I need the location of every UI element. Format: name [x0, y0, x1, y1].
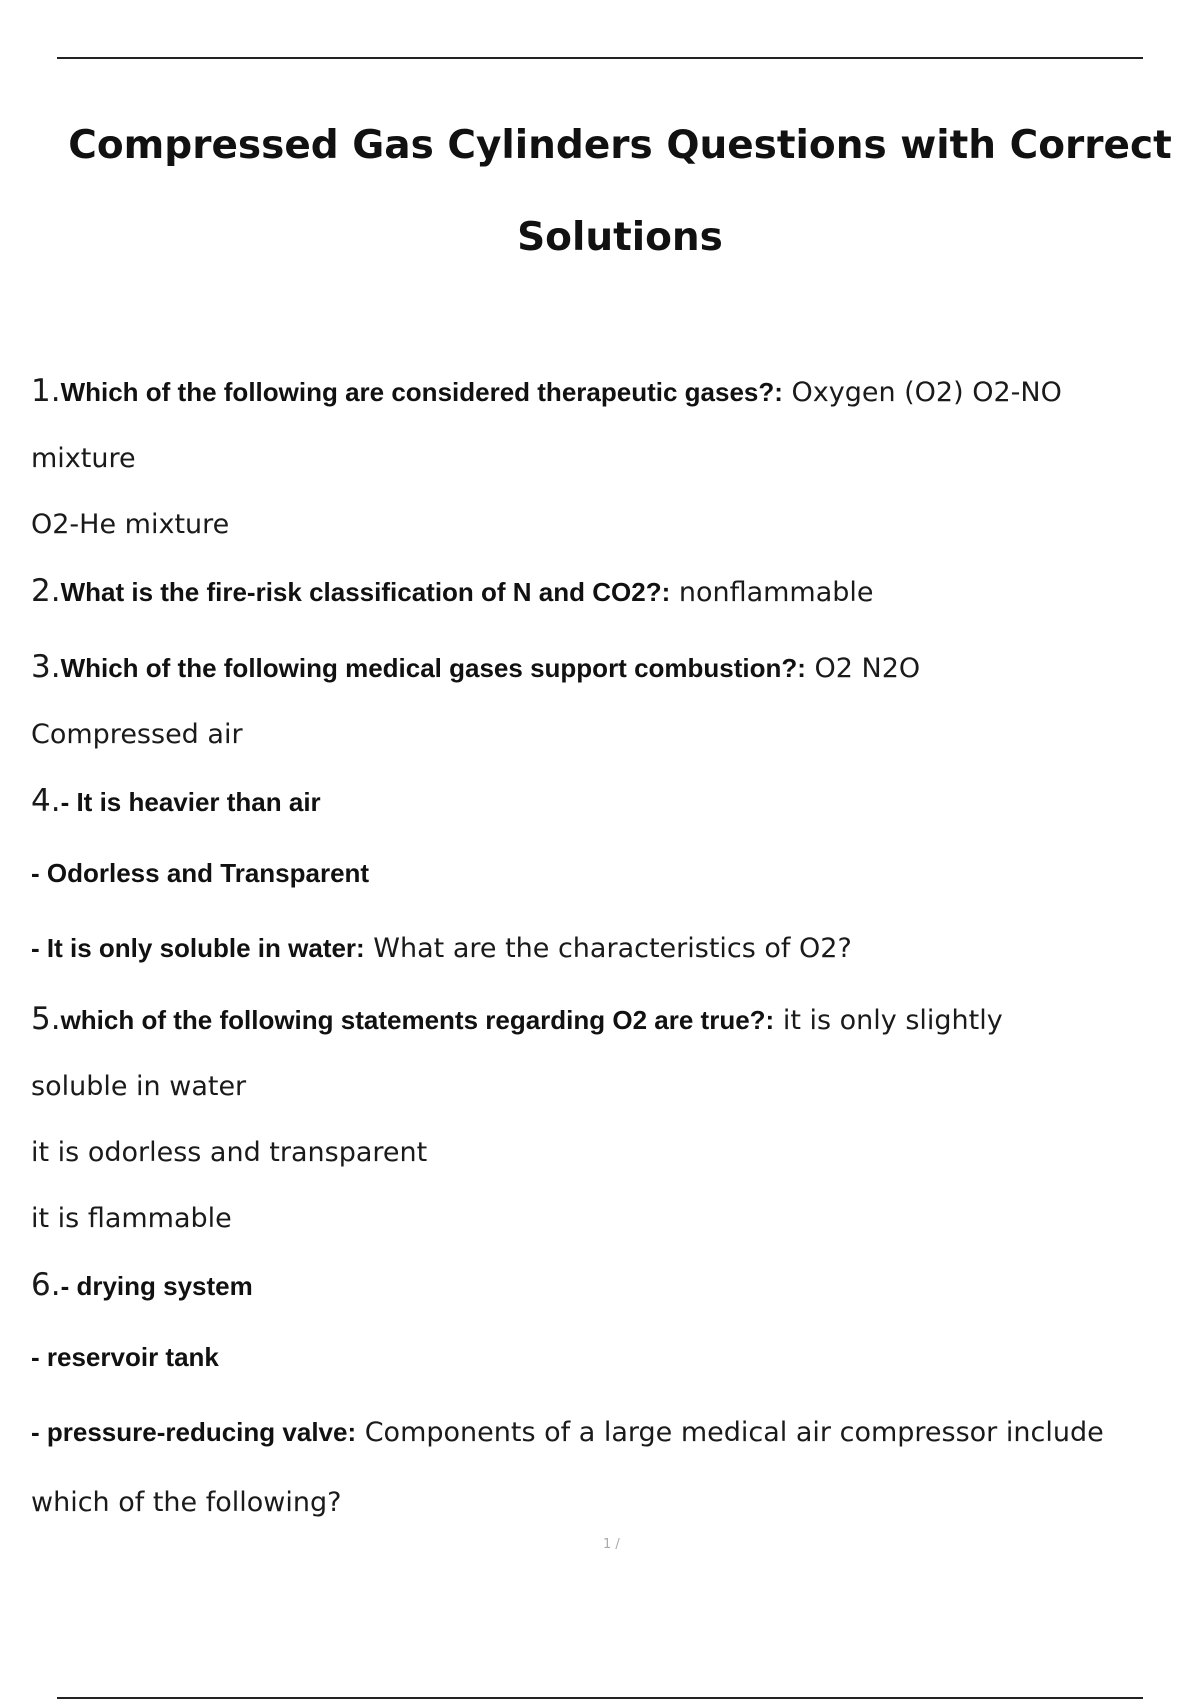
top-divider — [57, 57, 1143, 59]
answer-line: soluble in water — [31, 1071, 247, 1102]
question-list — [31, 358, 1181, 1536]
answer-text: What are the characteristics of O2? — [364, 933, 852, 964]
title-line-2: Solutions — [517, 215, 723, 260]
question-text: Which of the following are considered therapeutic gases?: — [60, 377, 783, 407]
question-continuation — [31, 911, 1181, 986]
page-number: 1 / — [603, 1537, 620, 1552]
question-continuation: - Odorless and Transparent — [31, 858, 370, 888]
question-text: which of the following statements regarding O2 are true?: — [60, 1005, 775, 1035]
answer-line: mixture — [31, 443, 136, 474]
question-line — [31, 1252, 1181, 1320]
question-number: 5. — [31, 1001, 61, 1037]
question-continuation — [31, 1395, 1181, 1470]
question-item — [31, 358, 1181, 558]
answer-text: O2 N2O — [805, 653, 921, 684]
answer-text: nonflammable — [670, 577, 874, 608]
question-number: 3. — [31, 649, 61, 685]
answer-text: it is only slightly — [774, 1005, 1003, 1036]
title-line-1: Compressed Gas Cylinders Questions with Correct — [68, 123, 1172, 168]
question-item — [31, 634, 1181, 768]
question-line — [31, 986, 1181, 1054]
question-line — [31, 768, 1181, 836]
question-line — [31, 634, 1181, 702]
answer-line: it is flammable — [31, 1203, 232, 1234]
question-continuation: - reservoir tank — [31, 1342, 219, 1372]
question-number: 6. — [31, 1267, 61, 1303]
question-continuation-text: - pressure-reducing valve: — [31, 1417, 357, 1447]
question-item — [31, 768, 1181, 986]
bottom-divider — [57, 1697, 1143, 1699]
answer-text: Components of a large medical air compressor include — [356, 1417, 1104, 1448]
answer-line: O2-He mixture — [31, 509, 230, 540]
question-number: 2. — [31, 573, 61, 609]
question-number: 1. — [31, 373, 61, 409]
document-title — [0, 100, 1200, 284]
question-text: Which of the following medical gases support combustion?: — [60, 653, 806, 683]
answer-line: Compressed air — [31, 719, 243, 750]
question-number: 4. — [31, 783, 61, 819]
question-text: What is the fire-risk classification of N and CO2?: — [60, 577, 671, 607]
question-text: - drying system — [60, 1271, 253, 1301]
question-line — [31, 358, 1181, 426]
question-item — [31, 1252, 1181, 1536]
question-item — [31, 986, 1181, 1252]
question-item — [31, 558, 1181, 626]
answer-line: it is odorless and transparent — [31, 1137, 428, 1168]
answer-line: which of the following? — [31, 1487, 342, 1518]
question-line — [31, 558, 1181, 626]
question-continuation-text: - It is only soluble in water: — [31, 933, 365, 963]
answer-text: Oxygen (O2) O2-NO — [782, 377, 1062, 408]
question-text: - It is heavier than air — [60, 787, 321, 817]
